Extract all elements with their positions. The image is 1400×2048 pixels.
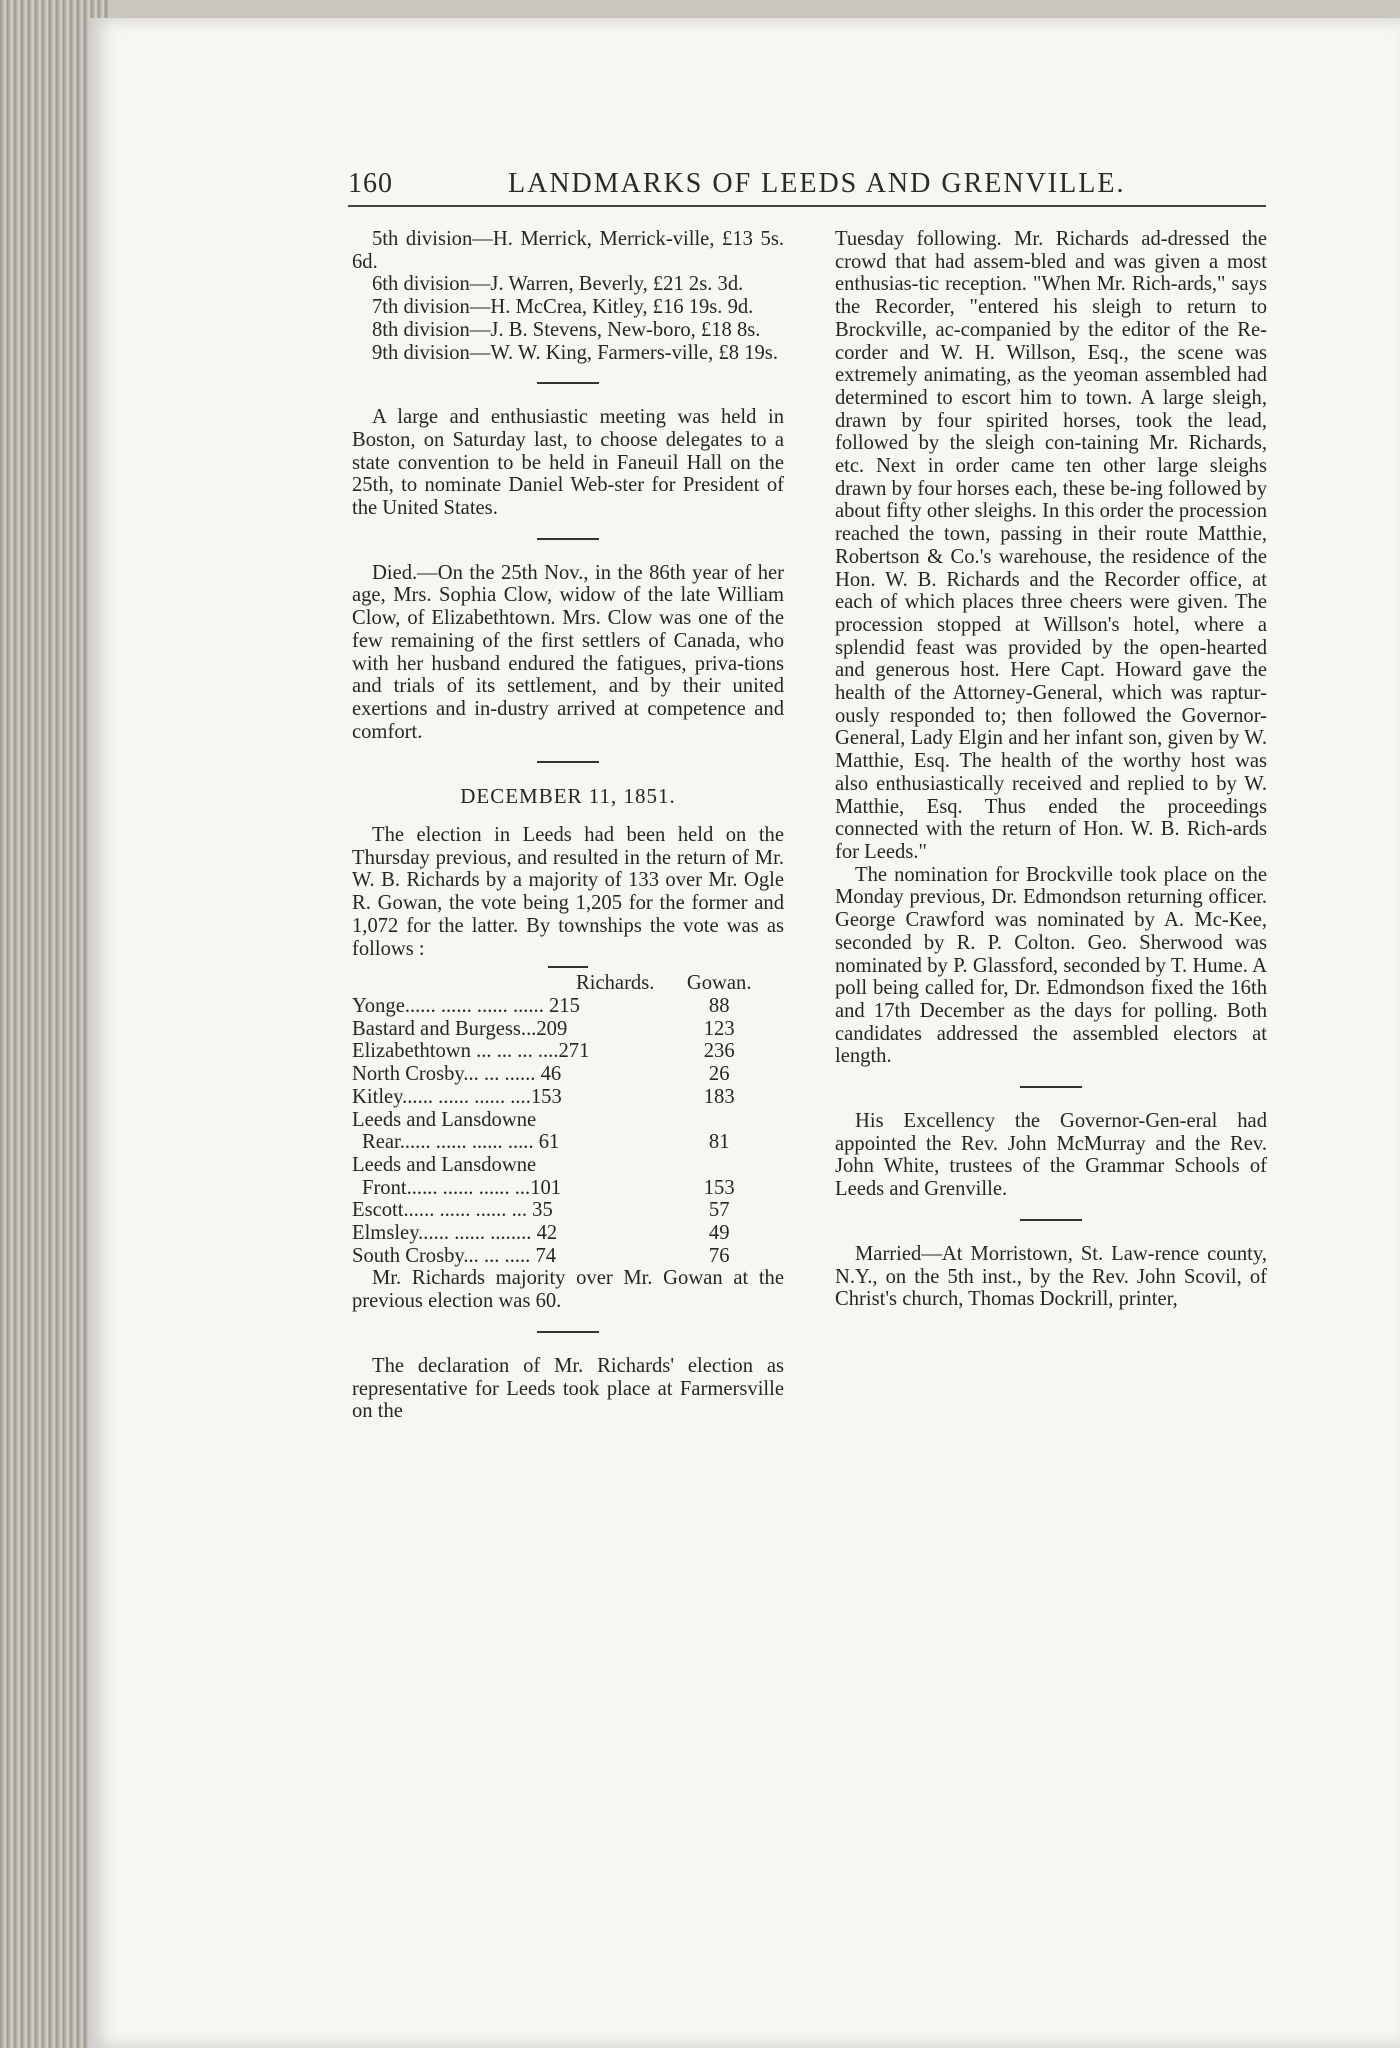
- gowan-vote-cell: [654, 1154, 784, 1177]
- vote-table-row: [352, 1018, 784, 1041]
- section-divider: [537, 761, 599, 763]
- township-cell: Bastard and Burgess...209: [352, 1017, 568, 1040]
- gowan-vote-cell: 26: [708, 1063, 730, 1086]
- declaration-paragraph: The declaration of Mr. Richards' election as representative for Leeds took place at Farmersville on the: [352, 1354, 784, 1423]
- vote-table-row: [352, 1109, 784, 1132]
- vote-table-row: [352, 1086, 784, 1109]
- section-divider: [537, 1331, 599, 1333]
- vote-table-body: [352, 972, 784, 1267]
- township-cell: Yonge...... ...... ...... ...... 215: [352, 994, 580, 1017]
- gowan-vote-cell: 88: [708, 994, 730, 1017]
- vote-table-row: [352, 1177, 784, 1200]
- township-cell: South Crosby... ... ..... 74: [352, 1244, 557, 1267]
- gowan-vote-cell: 57: [708, 1199, 730, 1222]
- vote-table-row: [352, 1154, 784, 1177]
- division-entry: 6th division—J. Warren, Beverly, £21 2s. 3d.: [372, 273, 744, 296]
- boston-meeting-paragraph: A large and enthusiastic meeting was held in Boston, on Saturday last, to choose delegates to a state convention to be held in Faneuil Hall on the 25th, to nominate Daniel Web-ster for President of the United States.: [352, 406, 784, 520]
- vote-table-row: [352, 995, 784, 1018]
- marriage-paragraph: Married—At Morristown, St. Law-rence county, N.Y., on the 5th inst., by the Rev. John Scovil, of Christ's church, Thomas Dockrill, printer,: [835, 1242, 1267, 1311]
- gowan-vote-cell: 81: [708, 1131, 730, 1154]
- township-cell: Leeds and Lansdowne: [352, 1108, 537, 1131]
- township-cell: Elmsley...... ...... ........ 42: [352, 1222, 558, 1245]
- township-cell: Leeds and Lansdowne: [352, 1153, 537, 1176]
- appointment-paragraph: His Excellency the Governor-Gen-eral had appointed the Rev. John McMurray and the Rev. John White, trustees of the Grammar Schools of Leeds and Grenville.: [835, 1110, 1267, 1201]
- obituary-paragraph: Died.—On the 25th Nov., in the 86th year of her age, Mrs. Sophia Clow, widow of the late William Clow, of Elizabethtown. Mrs. Clow was one of the few remaining of the first settlers of Canada, who with her husband endured the fatigues, priva-tions and trials of its settlement, and by their united exertions and in-dustry arrived at competence and comfort.: [352, 561, 784, 743]
- township-cell: Rear...... ...... ...... ..... 61: [362, 1131, 560, 1154]
- section-divider: [1020, 1219, 1082, 1221]
- nomination-paragraph: The nomination for Brockville took place on the Monday previous, Dr. Edmondson returning officer. George Crawford was nominated by A. Mc-Kee, seconded by R. P. Colton. Geo. Sherwood was nominated by P. Glassford, seconded by T. Hume. A poll being called for, Dr. Edmondson fixed the 16th and 17th December as the days for polling. Both candidates addressed the assembled electors at length.: [835, 863, 1267, 1068]
- running-head-title: LANDMARKS OF LEEDS AND GRENVILLE.: [508, 168, 1126, 199]
- page-number: 160: [348, 168, 393, 199]
- vote-table: [352, 972, 784, 1267]
- township-cell: Kitley...... ...... ...... ....153: [352, 1085, 562, 1108]
- vote-table-header: [352, 972, 784, 995]
- division-entry: 8th division—J. B. Stevens, New-boro, £18 8s.: [372, 318, 761, 341]
- vote-table-row: [352, 1222, 784, 1245]
- section-divider: [1020, 1086, 1082, 1088]
- gowan-vote-cell: 76: [708, 1244, 730, 1267]
- gowan-vote-cell: 49: [708, 1222, 730, 1245]
- section-divider: [537, 382, 599, 384]
- gowan-vote-cell: 153: [703, 1176, 735, 1199]
- vote-table-row: [352, 1063, 784, 1086]
- header-rule: [348, 205, 1266, 207]
- vote-table-row: [352, 1245, 784, 1268]
- division-entry: 9th division—W. W. King, Farmers-ville, £8 19s.: [372, 341, 778, 364]
- township-cell: Front...... ...... ...... ...101: [362, 1176, 562, 1199]
- township-cell: Elizabethtown ... ... ... ....271: [352, 1040, 590, 1063]
- header-gowan: Gowan.: [686, 972, 752, 995]
- table-divider: [548, 966, 588, 968]
- dateline: DECEMBER 11, 1851.: [460, 784, 676, 809]
- gowan-vote-cell: 183: [703, 1085, 735, 1108]
- majority-paragraph: Mr. Richards majority over Mr. Gowan at the previous election was 60.: [352, 1267, 784, 1313]
- vote-table-row: [352, 1199, 784, 1222]
- township-cell: North Crosby... ... ...... 46: [352, 1063, 562, 1086]
- section-divider: [537, 538, 599, 540]
- vote-table-row: [352, 1040, 784, 1063]
- gowan-vote-cell: [654, 1109, 784, 1132]
- gowan-vote-cell: 123: [703, 1017, 735, 1040]
- procession-paragraph: Tuesday following. Mr. Richards ad-dressed the crowd that had assem-bled and was given a most enthusias-tic reception. "When Mr. Rich-ards," says the Recorder, "entered his sleigh to return to Brockville, ac-companied by the editor of the Re-corder and W. H. Willson, Esq., the scene was extremely animating, as the yeoman assembled had determined to escort him to town. A large sleigh, drawn by four spirited horses, took the lead, followed by the sleigh con-taining Mr. Richards, etc. Next in order came ten other large sleighs drawn by four horses each, these be-ing followed by about fifty other sleighs. In this order the procession reached the town, passing in their route Matthie, Robertson & Co.'s warehouse, the residence of the Hon. W. B. Richards and the Recorder office, at each of which places three cheers were given. The procession stopped at Willson's hotel, where a splendid feast was provided by the open-hearted and generous host. Here Capt. Howard gave the health of the Attorney-General, which was raptur-ously responded to; then followed the Governor-General, Lady Elgin and her infant son, given by W. Matthie, Esq. The health of the worthy host was also enthusiastically received and replied to by W. Matthie, Esq. Thus ended the proceedings connected with the return of Hon. W. B. Rich-ards for Leeds.": [835, 228, 1267, 863]
- left-column: [352, 228, 784, 1423]
- header-richards: Richards.: [576, 972, 655, 995]
- vote-table-row: [352, 1131, 784, 1154]
- gowan-vote-cell: 236: [703, 1040, 735, 1063]
- division-entry: 7th division—H. McCrea, Kitley, £16 19s. 9d.: [372, 296, 754, 319]
- election-paragraph: The election in Leeds had been held on the Thursday previous, and resulted in the return of Mr. W. B. Richards by a majority of 133 over Mr. Ogle R. Gowan, the vote being 1,205 for the former and 1,072 for the latter. By townships the vote was as follows :: [352, 824, 784, 960]
- division-entry: 5th division—H. Merrick, Merrick-ville, £13 5s. 6d.: [352, 228, 784, 273]
- right-column: [835, 228, 1267, 1311]
- running-head: [348, 160, 1266, 206]
- township-cell: Escott...... ...... ...... ... 35: [352, 1199, 553, 1222]
